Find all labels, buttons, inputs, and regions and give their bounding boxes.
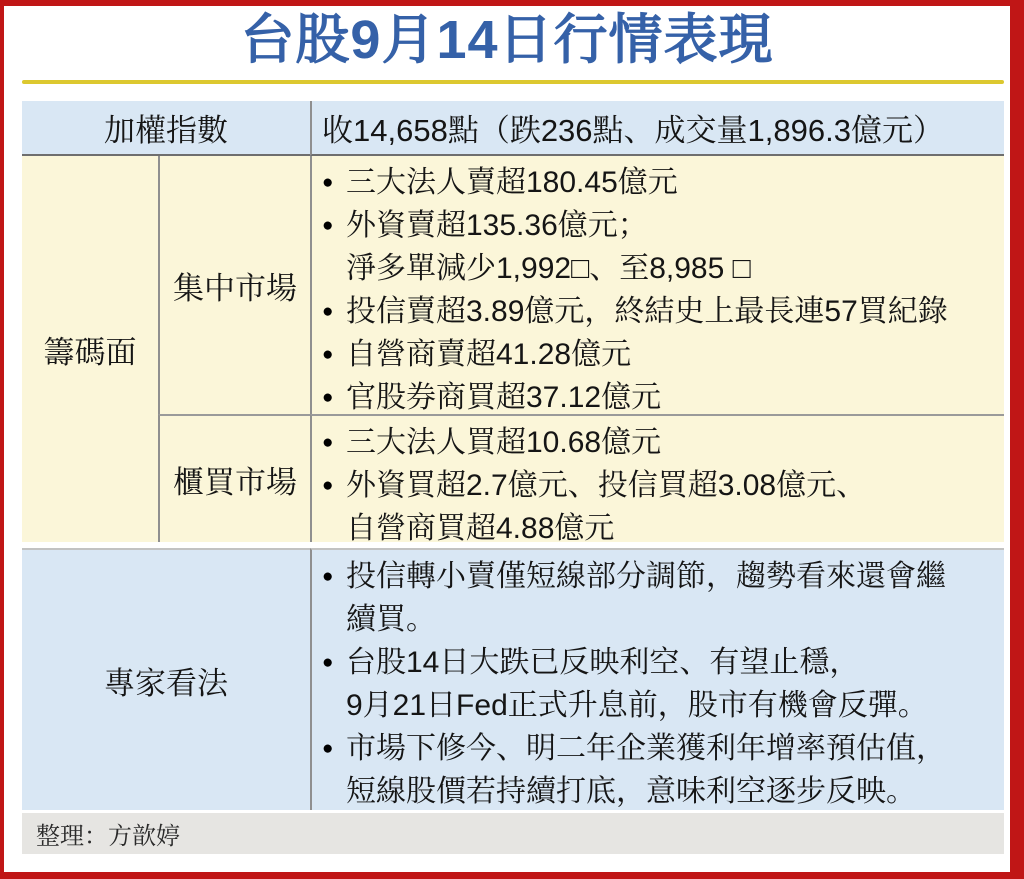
bullet-line: 台股14日大跌已反映利空、有望止穩， xyxy=(346,646,860,679)
bullet-line: 市場下修今、明二年企業獲利年增率預估值， xyxy=(346,732,946,765)
bullet-line: 外資賣超135.36億元； xyxy=(346,209,648,242)
bullet-icon: ● xyxy=(322,387,334,408)
bullet-icon: ● xyxy=(322,566,334,587)
bullet-line: 投信賣超3.89億元，終結史上最長連57買紀錄 xyxy=(346,295,948,328)
bullet-line: 9月21日Fed正式升息前，股市有機會反彈。 xyxy=(346,689,928,722)
concentrated-market-label: 集中市場 xyxy=(173,270,297,306)
title-underline-rule xyxy=(22,80,1004,84)
bullet-icon: ● xyxy=(322,652,334,673)
bullet-item xyxy=(322,421,998,464)
otc-market-label: 櫃買市場 xyxy=(173,464,297,500)
bullet-text xyxy=(346,161,998,204)
bullet-icon: ● xyxy=(322,215,334,236)
concentrated-market-label-cell xyxy=(158,156,310,414)
bullet-icon: ● xyxy=(322,344,334,365)
footer-credit-cell xyxy=(22,813,1004,854)
expert-view-label-cell xyxy=(22,548,310,810)
bullet-item xyxy=(322,727,998,813)
bullet-line: 外資買超2.7億元、投信買超3.08億元、 xyxy=(346,469,867,502)
bullet-line: 短線股價若持續打底，意味利空逐步反映。 xyxy=(346,775,916,808)
expert-view-bullets xyxy=(310,548,1004,810)
weighted-index-label-cell xyxy=(22,101,310,156)
expert-view-label: 專家看法 xyxy=(104,665,228,701)
bullet-line: 投信轉小賣僅短線部分調節，趨勢看來還會繼 xyxy=(346,560,946,593)
bullet-icon: ● xyxy=(322,738,334,759)
bullet-line: 淨多單減少1,992□、至8,985 □ xyxy=(346,252,751,285)
footer-credit: 整理：方歆婷 xyxy=(36,823,180,850)
bullet-text xyxy=(346,555,998,641)
bullet-item xyxy=(322,290,998,333)
market-table xyxy=(22,101,1004,854)
bullet-item xyxy=(322,161,998,204)
bullet-item xyxy=(322,376,998,419)
weighted-index-value-cell xyxy=(310,101,1004,156)
page-title: 台股9月14日行情表現 xyxy=(240,10,774,70)
bullet-icon: ● xyxy=(322,172,334,193)
bullet-icon: ● xyxy=(322,432,334,453)
bullet-item xyxy=(322,555,998,641)
bullet-item xyxy=(322,641,998,727)
bullet-text xyxy=(346,641,998,727)
bullet-text xyxy=(346,333,998,376)
bullet-text xyxy=(346,204,998,290)
bullet-text xyxy=(346,727,998,813)
bullet-item xyxy=(322,333,998,376)
bullet-icon: ● xyxy=(322,475,334,496)
bullet-text xyxy=(346,421,998,464)
bullet-line: 續買。 xyxy=(346,603,436,636)
weighted-index-label: 加權指數 xyxy=(104,113,228,148)
bullet-line: 三大法人買超10.68億元 xyxy=(346,426,662,459)
bullet-line: 三大法人賣超180.45億元 xyxy=(346,166,678,199)
bullet-line: 自營商買超4.88億元 xyxy=(346,512,615,545)
bullet-text xyxy=(346,464,998,550)
chip-side-label: 籌碼面 xyxy=(43,334,137,370)
otc-market-label-cell xyxy=(158,414,310,542)
bullet-item xyxy=(322,464,998,550)
bullet-line: 官股券商買超37.12億元 xyxy=(346,381,662,414)
bullet-text xyxy=(346,290,998,333)
weighted-index-value: 收14,658點（跌236點、成交量1,896.3億元） xyxy=(322,113,944,148)
bullet-icon: ● xyxy=(322,301,334,322)
content-area xyxy=(4,8,1010,874)
concentrated-market-bullets xyxy=(310,156,1004,414)
bullet-item xyxy=(322,204,998,290)
bullet-line: 自營商賣超41.28億元 xyxy=(346,338,632,371)
chip-side-label-cell xyxy=(22,156,158,542)
bullet-text xyxy=(346,376,998,419)
otc-market-bullets xyxy=(310,414,1004,545)
